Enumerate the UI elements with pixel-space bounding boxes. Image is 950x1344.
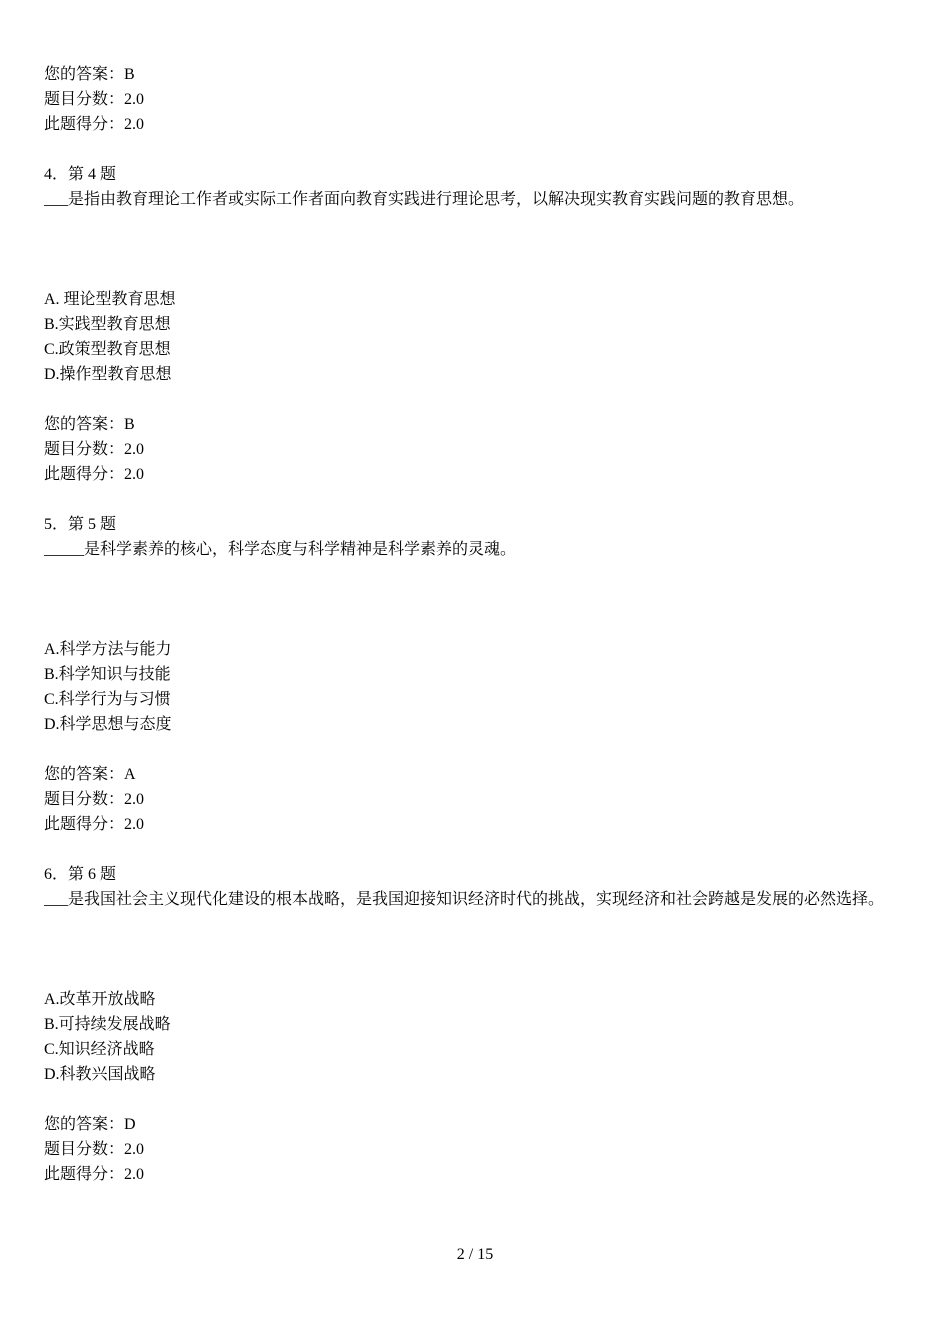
your-answer: 您的答案：D: [44, 1116, 136, 1133]
option-a: A.改革开放战略: [44, 991, 156, 1008]
question-text: ___是指由教育理论工作者或实际工作者面向教育实践进行理论思考，以解决现实教育实践问题的教育思想。: [44, 191, 805, 208]
option-c: C.知识经济战略: [44, 1041, 155, 1058]
question-block: [44, 162, 908, 487]
question-text: ___是我国社会主义现代化建设的根本战略，是我国迎接知识经济时代的挑战，实现经济和社会跨越是发展的必然选择。: [44, 891, 885, 908]
option-c: C.政策型教育思想: [44, 341, 171, 358]
option-c: C.科学行为与习惯: [44, 691, 171, 708]
question-heading: 4．第 4 题: [44, 166, 117, 183]
question-score: 题目分数：2.0: [44, 441, 145, 458]
option-d: D.科学思想与态度: [44, 716, 172, 733]
question-score: 题目分数：2.0: [44, 91, 145, 108]
earned-score: 此题得分：2.0: [44, 1166, 145, 1183]
question-block: [44, 512, 908, 837]
option-d: D.操作型教育思想: [44, 366, 172, 383]
question-score: 题目分数：2.0: [44, 791, 145, 808]
your-answer: 您的答案：A: [44, 766, 136, 783]
option-a: A.科学方法与能力: [44, 641, 172, 658]
your-answer: 您的答案：B: [44, 66, 135, 83]
document-page: [44, 62, 908, 1187]
question-score: 题目分数：2.0: [44, 1141, 145, 1158]
option-a: A. 理论型教育思想: [44, 291, 176, 308]
your-answer: 您的答案：B: [44, 416, 135, 433]
question-heading: 6．第 6 题: [44, 866, 117, 883]
option-b: B.可持续发展战略: [44, 1016, 171, 1033]
earned-score: 此题得分：2.0: [44, 816, 145, 833]
question-text: _____是科学素养的核心，科学态度与科学精神是科学素养的灵魂。: [44, 541, 517, 558]
option-d: D.科教兴国战略: [44, 1066, 156, 1083]
page-number: 2 / 15: [456, 1246, 494, 1263]
question-heading: 5．第 5 题: [44, 516, 117, 533]
earned-score: 此题得分：2.0: [44, 466, 145, 483]
question-block: [44, 862, 908, 1187]
earned-score: 此题得分：2.0: [44, 116, 145, 133]
previous-question-result: [44, 62, 908, 137]
option-b: B.实践型教育思想: [44, 316, 171, 333]
option-b: B.科学知识与技能: [44, 666, 171, 683]
